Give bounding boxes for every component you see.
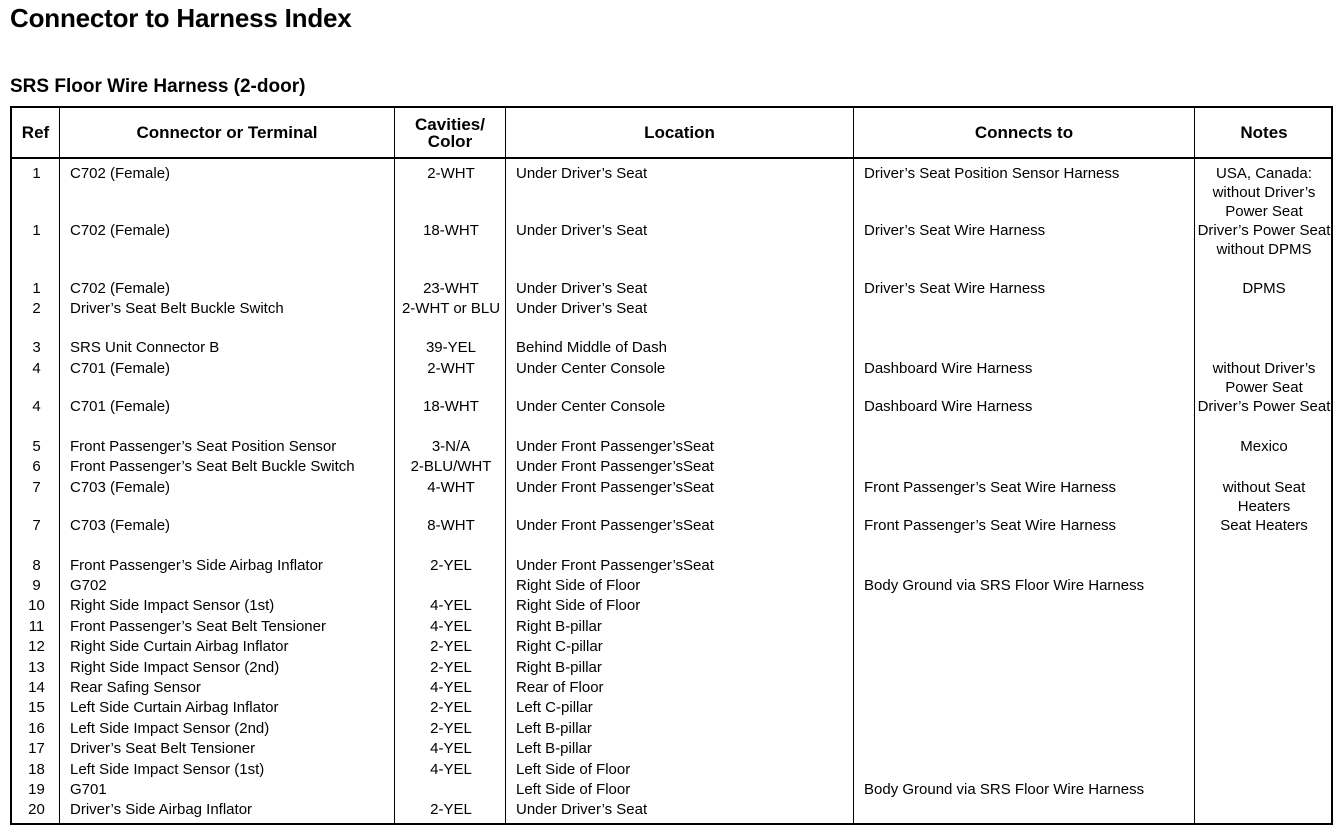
cell-cavities: 3-N/A [431,438,471,455]
header-location [506,108,853,157]
cell-cavities: 2-YEL [430,638,472,655]
cell-location: Behind Middle of Dash [516,339,667,356]
header-connector [60,108,394,157]
cell-cavities: 4-WHT [427,479,475,496]
header-divider [12,157,1331,159]
cell-ref: 14 [28,679,45,696]
cell-location: Right Side of Floor [516,577,641,594]
cell-notes: Driver’s Power Seat [1197,398,1331,415]
header-cavities-label: Cavities/ [415,114,485,134]
cell-ref: 1 [32,165,41,182]
cell-cavities: 8-WHT [427,517,475,534]
cell-connector: C702 (Female) [70,165,171,182]
cell-cavities: 18-WHT [423,222,479,239]
cell-cavities: 18-WHT [423,398,479,415]
cell-connector: Right Side Curtain Airbag Inflator [70,638,289,655]
cell-cavities: 4-YEL [430,597,472,614]
header-location-label: Location [644,123,715,142]
cell-ref: 2 [32,300,41,317]
cell-location: Left Side of Floor [516,761,631,778]
cell-connector: C701 (Female) [70,398,171,415]
cell-ref: 7 [32,479,41,496]
cell-location: Right C-pillar [516,638,603,655]
cell-connector: Front Passenger’s Seat Position Sensor [70,438,337,455]
cell-ref: 20 [28,801,45,818]
section-title: SRS Floor Wire Harness (2-door) [10,76,306,97]
header-notes-label: Notes [1240,123,1288,142]
header-color-label: Color [427,131,473,151]
cell-cavities: 2-WHT [427,165,475,182]
cell-location: Under Driver’s Seat [516,165,648,182]
cell-notes: without Driver’s Power Seat [1212,360,1316,396]
cell-connector: G701 [70,781,107,798]
cell-cavities: 4-YEL [430,761,472,778]
cell-notes: Seat Heaters [1220,517,1308,534]
cell-ref: 17 [28,740,45,757]
cell-cavities: 2-BLU/WHT [410,458,492,475]
cell-connector: SRS Unit Connector B [70,339,220,356]
cell-ref: 4 [32,398,41,415]
cell-cavities: 23-WHT [423,280,479,297]
cell-cavities: 2-YEL [430,557,472,574]
header-connector-label: Connector or Terminal [136,123,318,142]
cell-location: Left C-pillar [516,699,593,716]
cell-connects-to: Body Ground via SRS Floor Wire Harness [864,577,1145,594]
cell-connector: Front Passenger’s Seat Belt Tensioner [70,618,326,635]
cell-cavities: 4-YEL [430,679,472,696]
cell-connects-to: Driver’s Seat Wire Harness [864,222,1046,239]
cell-cavities: 2-YEL [430,699,472,716]
cell-notes: DPMS [1242,280,1286,297]
cell-ref: 1 [32,280,41,297]
header-connects-to-label: Connects to [974,123,1074,142]
cell-location: Under Driver’s Seat [516,222,648,239]
cell-ref: 1 [32,222,41,239]
cell-location: Under Front Passenger’sSeat [516,458,714,475]
cell-ref: 10 [28,597,45,614]
cell-connector: Driver’s Seat Belt Buckle Switch [70,300,284,317]
cell-connector: Left Side Impact Sensor (2nd) [70,720,270,737]
cell-location: Left Side of Floor [516,781,631,798]
header-ref-label: Ref [21,123,50,142]
cell-notes: without Seat Heaters [1222,479,1306,515]
header-connects-to [854,108,1194,157]
cell-connects-to: Body Ground via SRS Floor Wire Harness [864,781,1145,798]
cell-cavities: 2-WHT [427,360,475,377]
cell-ref: 15 [28,699,45,716]
column-divider [59,108,60,823]
cell-ref: 11 [28,618,45,635]
cell-connects-to: Front Passenger’s Seat Wire Harness [864,479,1117,496]
cell-connector: Driver’s Side Airbag Inflator [70,801,253,818]
cell-cavities: 2-YEL [430,720,472,737]
cell-location: Under Front Passenger’sSeat [516,479,714,496]
cell-cavities: 39-YEL [425,339,477,356]
cell-ref: 19 [28,781,45,798]
page-title: Connector to Harness Index [10,3,352,33]
cell-location: Under Front Passenger’sSeat [516,438,714,455]
cell-location: Left B-pillar [516,720,592,737]
cell-connector: Front Passenger’s Seat Belt Buckle Switch [70,458,355,475]
cell-ref: 7 [32,517,41,534]
cell-connector: C703 (Female) [70,479,171,496]
cell-connects-to: Driver’s Seat Position Sensor Harness [864,165,1120,182]
cell-location: Under Driver’s Seat [516,280,648,297]
cell-notes: USA, Canada: without Driver’s Power Seat [1212,165,1316,220]
cell-connector: C703 (Female) [70,517,171,534]
cell-location: Under Driver’s Seat [516,801,648,818]
cell-connector: Right Side Impact Sensor (1st) [70,597,275,614]
cell-location: Under Front Passenger’sSeat [516,517,714,534]
cell-connects-to: Driver’s Seat Wire Harness [864,280,1046,297]
cell-location: Under Driver’s Seat [516,300,648,317]
cell-location: Right Side of Floor [516,597,641,614]
cell-connector: C702 (Female) [70,280,171,297]
cell-cavities: 2-YEL [430,801,472,818]
cell-connects-to: Front Passenger’s Seat Wire Harness [864,517,1117,534]
cell-location: Under Center Console [516,360,666,377]
cell-location: Under Front Passenger’sSeat [516,557,714,574]
cell-connector: C702 (Female) [70,222,171,239]
cell-connects-to: Dashboard Wire Harness [864,398,1033,415]
cell-cavities: 4-YEL [430,618,472,635]
cell-location: Under Center Console [516,398,666,415]
cell-location: Left B-pillar [516,740,592,757]
cell-location: Rear of Floor [516,679,604,696]
cell-notes: Mexico [1240,438,1288,455]
cell-notes: Driver’s Power Seat without DPMS [1197,222,1331,258]
header-notes [1195,108,1333,157]
cell-ref: 9 [32,577,41,594]
cell-ref: 4 [32,360,41,377]
cell-cavities: 2-WHT or BLU [401,300,501,317]
cell-cavities: 4-YEL [430,740,472,757]
cell-connects-to: Dashboard Wire Harness [864,360,1033,377]
cell-connector: G702 [70,577,107,594]
cell-location: Right B-pillar [516,618,602,635]
cell-connector: Left Side Impact Sensor (1st) [70,761,265,778]
cell-ref: 8 [32,557,41,574]
cell-ref: 5 [32,438,41,455]
cell-ref: 18 [28,761,45,778]
cell-connector: Right Side Impact Sensor (2nd) [70,659,280,676]
cell-ref: 16 [28,720,45,737]
cell-connector: Rear Safing Sensor [70,679,201,696]
cell-connector: Driver’s Seat Belt Tensioner [70,740,256,757]
cell-ref: 6 [32,458,41,475]
cell-location: Right B-pillar [516,659,602,676]
cell-connector: Left Side Curtain Airbag Inflator [70,699,279,716]
cell-ref: 12 [28,638,45,655]
cell-cavities: 2-YEL [430,659,472,676]
cell-connector: C701 (Female) [70,360,171,377]
connector-table [10,106,1333,825]
header-cavities [395,108,505,157]
cell-ref: 13 [28,659,45,676]
header-ref [12,108,59,157]
cell-ref: 3 [32,339,41,356]
cell-connector: Front Passenger’s Side Airbag Inflator [70,557,323,574]
